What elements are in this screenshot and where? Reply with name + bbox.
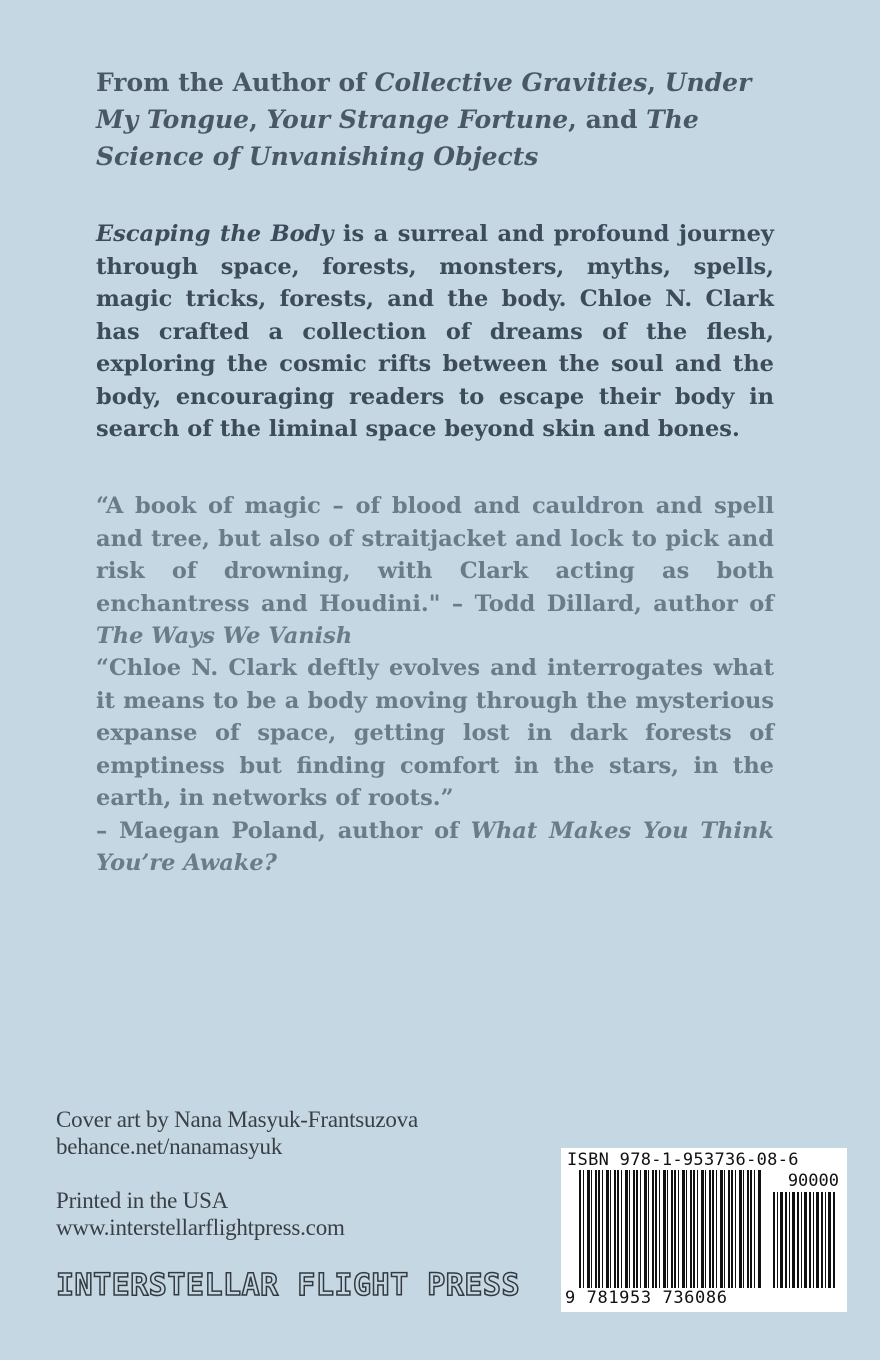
printed-line: Printed in the USA <box>56 1188 229 1213</box>
publisher-logo: INTERSTELLAR FLIGHT PRESS <box>56 1268 521 1303</box>
quote-text: “Chloe N. Clark deftly evolves and interrogates what it means to be a body moving through the mysterious expanse of space, getting lost in dark forests of emptiness but finding comfort in the stars, in the earth, in networks of roots.” <box>96 655 774 811</box>
barcode-bars <box>579 1170 761 1288</box>
quote-text: “A book of magic – of blood and cauldron and spell and tree, but also of straitjacket and lock to pick and risk of drowning, with Clark acting as both enchantress and Houdini." – Todd Dillard, author of <box>96 493 774 617</box>
barcode-addon-bars <box>773 1192 837 1288</box>
isbn-number: ISBN 978-1-953736-08-6 <box>567 1150 799 1170</box>
behance-link[interactable]: behance.net/nanamasyuk <box>56 1134 283 1159</box>
isbn-barcode <box>561 1148 847 1312</box>
cover-art-credit <box>56 1106 418 1160</box>
book-title-science-of-unvanishing-objects: The Science of Unvanishing Objects <box>96 105 699 171</box>
author-heading <box>96 64 774 175</box>
heading-separator: , <box>647 68 665 97</box>
cover-art-line: Cover art by Nana Masyuk-Frantsuzova <box>56 1107 418 1132</box>
blurb-text: is a surreal and profound journey through space, forests, monsters, myths, spells, magic tricks, forests, and the body. Chloe N. Clark has crafted a collection of dreams of the flesh, exploring the cosmic rifts between the soul and the body, encouraging readers to escape their body in search of the liminal space beyond skin and bones. <box>96 221 774 442</box>
review-quote-poland <box>96 652 774 880</box>
blurb-book-title: Escaping the Body <box>96 221 334 247</box>
publisher-website-link[interactable]: www.interstellarflightpress.com <box>56 1215 345 1240</box>
quote-work-title: The Ways We Vanish <box>96 623 353 649</box>
heading-separator: , <box>249 105 267 134</box>
attribution-text: – Maegan Poland, author of <box>96 817 471 844</box>
book-title-your-strange-fortune: Your Strange Fortune <box>266 105 569 134</box>
quote-attribution <box>96 815 774 880</box>
book-title-under-my-tongue: Under My Tongue <box>96 68 752 134</box>
book-title-collective-gravities: Collective Gravities <box>374 68 648 97</box>
review-quote-dillard <box>96 490 774 653</box>
heading-separator: , and <box>568 105 647 134</box>
barcode-price-code: 90000 <box>787 1171 839 1191</box>
barcode-ean-digits: 9 781953 736086 <box>565 1288 728 1308</box>
book-blurb <box>96 218 774 446</box>
heading-prefix: From the Author of <box>96 68 375 97</box>
quote-work-title: What Makes You Think You’re Awake? <box>96 817 774 876</box>
printing-info <box>56 1187 345 1241</box>
